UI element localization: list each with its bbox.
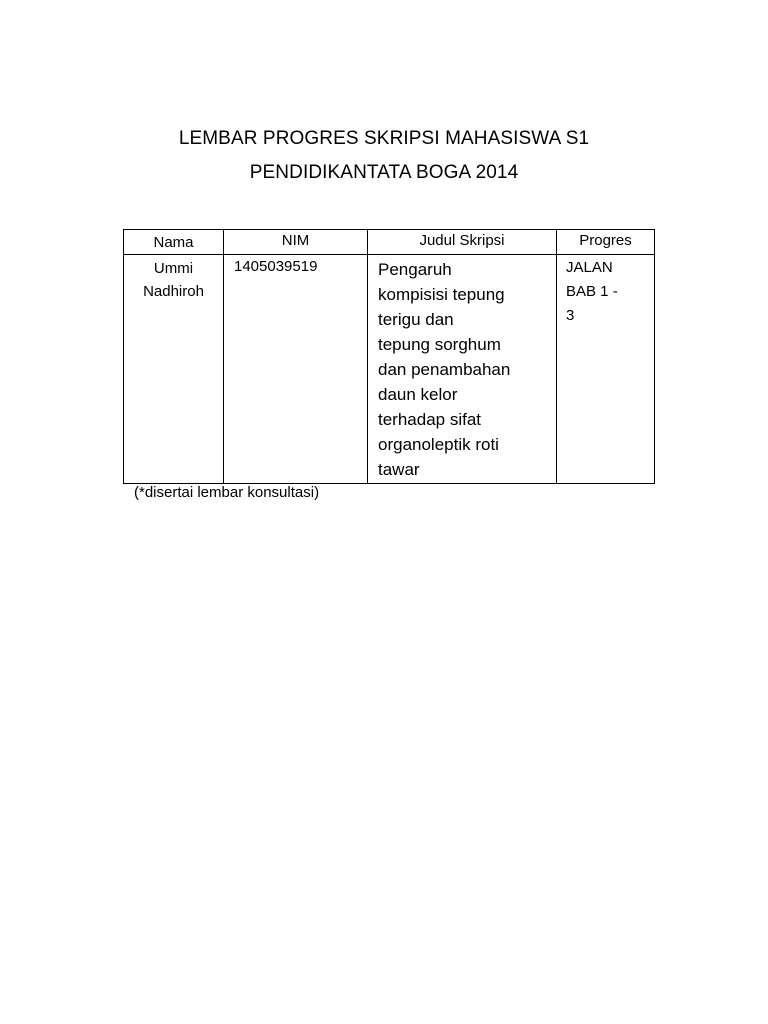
judul-line: kompisisi tepung <box>378 285 505 304</box>
judul-line: tepung sorghum <box>378 335 501 354</box>
judul-line: Pengaruh <box>378 260 452 279</box>
table-row <box>124 255 655 484</box>
header-judul-skripsi: Judul Skripsi <box>368 230 557 255</box>
header-nim: NIM <box>224 230 368 255</box>
progres-line: 3 <box>566 307 575 324</box>
judul-line: tawar <box>378 460 420 479</box>
progress-table <box>123 229 655 484</box>
progres-line: JALAN <box>566 259 613 276</box>
header-progres: Progres <box>557 230 655 255</box>
nama-first: Ummi <box>153 260 194 277</box>
judul-line: organoleptik roti <box>378 435 499 454</box>
footnote: (*disertai lembar konsultasi) <box>134 484 320 501</box>
cell-nama <box>124 255 224 484</box>
cell-nim: 1405039519 <box>224 255 368 484</box>
progres-line: BAB 1 - <box>566 283 618 300</box>
header-nama: Nama <box>124 230 224 255</box>
judul-line: daun kelor <box>378 385 458 404</box>
judul-line: terhadap sifat <box>378 410 482 429</box>
judul-line: dan penambahan <box>378 360 511 379</box>
document-title-line-2: PENDIDIKANTATA BOGA 2014 <box>249 162 519 183</box>
table-header-row <box>124 230 655 255</box>
nama-last: Nadhiroh <box>143 283 204 300</box>
document-title-line-1: LEMBAR PROGRES SKRIPSI MAHASISWA S1 <box>178 128 590 149</box>
cell-judul-skripsi <box>368 255 557 484</box>
cell-progres <box>557 255 655 484</box>
judul-line: terigu dan <box>378 310 454 329</box>
